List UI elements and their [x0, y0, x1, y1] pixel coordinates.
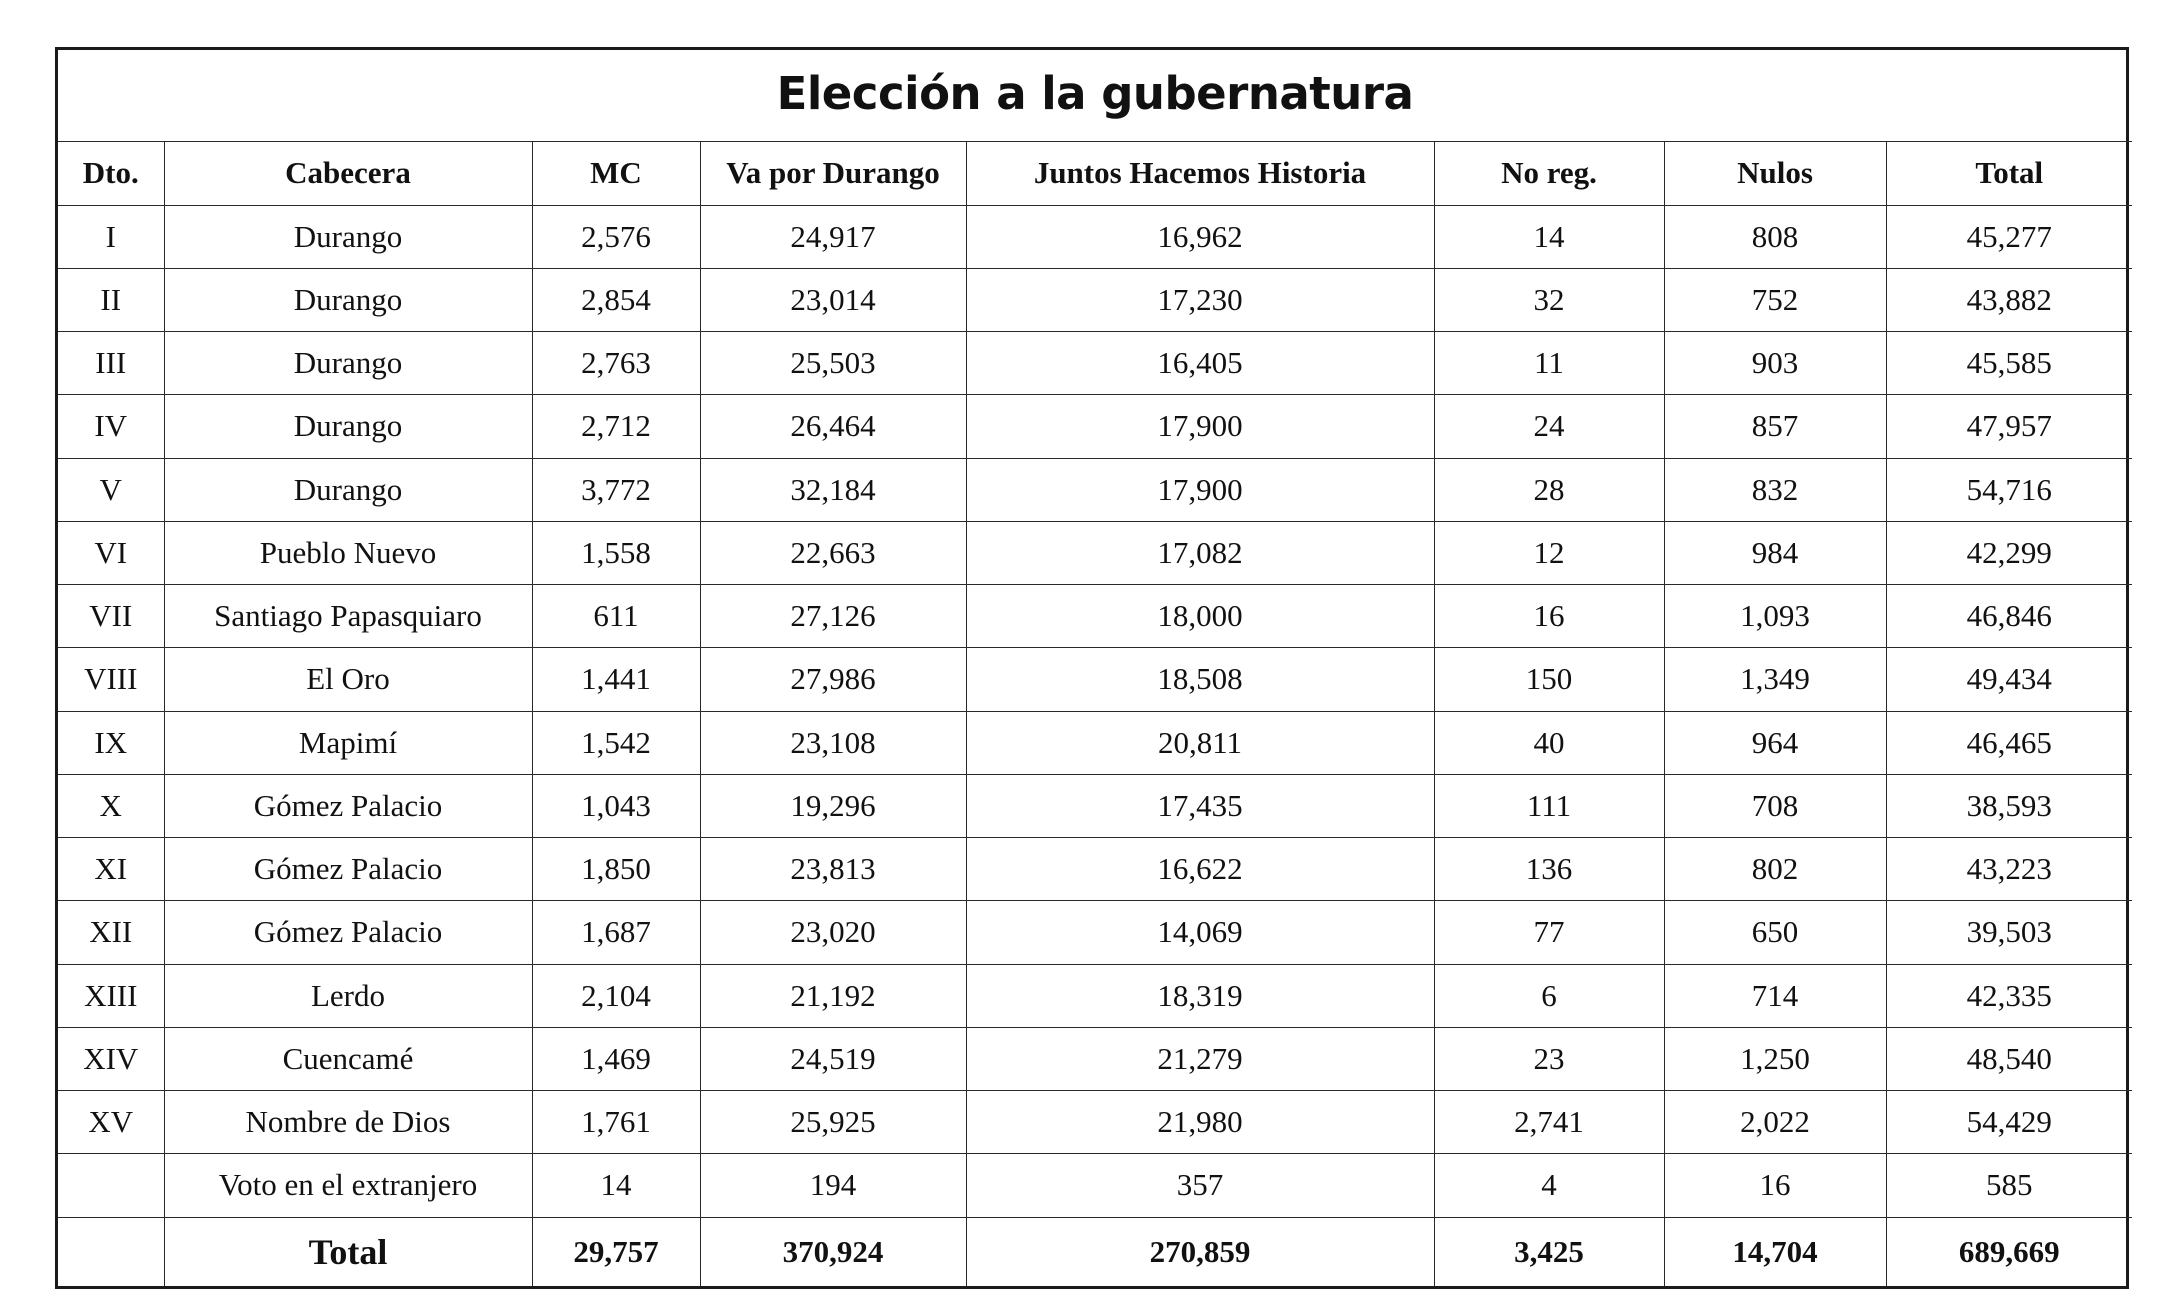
mc-cell: 1,761: [532, 1091, 700, 1154]
dto-cell: II: [58, 268, 164, 331]
header-row: [58, 142, 2132, 205]
cabecera-cell: Cuencamé: [164, 1027, 532, 1090]
dto-cell: [58, 1154, 164, 1217]
table-row: [58, 458, 2132, 521]
cabecera-cell: Santiago Papasquiaro: [164, 585, 532, 648]
cabecera-cell: Nombre de Dios: [164, 1091, 532, 1154]
column-header-nulos: Nulos: [1664, 142, 1886, 205]
table-row: [58, 205, 2132, 268]
table-row: [58, 648, 2132, 711]
dto-cell: I: [58, 205, 164, 268]
va-por-durango-cell: 27,126: [700, 585, 966, 648]
total-cell: 42,335: [1886, 964, 2132, 1027]
juntos-hacemos-historia-cell: 21,279: [966, 1027, 1434, 1090]
mc-cell: 2,854: [532, 268, 700, 331]
nulos-cell: 708: [1664, 774, 1886, 837]
nulos-cell: 964: [1664, 711, 1886, 774]
total-cell: 45,277: [1886, 205, 2132, 268]
no-reg-cell: 32: [1434, 268, 1664, 331]
juntos-hacemos-historia-cell: 17,230: [966, 268, 1434, 331]
cabecera-cell: Durango: [164, 332, 532, 395]
table-row: [58, 1091, 2132, 1154]
column-header-juntos-hacemos-historia: Juntos Hacemos Historia: [966, 142, 1434, 205]
juntos-hacemos-historia-cell: 17,082: [966, 521, 1434, 584]
total-cell: 39,503: [1886, 901, 2132, 964]
nulos-cell: 714: [1664, 964, 1886, 1027]
mc-cell: 1,542: [532, 711, 700, 774]
mc-cell: 1,441: [532, 648, 700, 711]
no-reg-cell: 4: [1434, 1154, 1664, 1217]
cabecera-cell: Durango: [164, 458, 532, 521]
nulos-cell: 832: [1664, 458, 1886, 521]
total-cell: 45,585: [1886, 332, 2132, 395]
no-reg-cell: 40: [1434, 711, 1664, 774]
table-title: Elección a la gubernatura: [776, 67, 1414, 121]
no-reg-cell: 23: [1434, 1027, 1664, 1090]
va-por-durango-cell: 23,813: [700, 838, 966, 901]
no-reg-cell: 11: [1434, 332, 1664, 395]
juntos-hacemos-historia-cell: 18,508: [966, 648, 1434, 711]
juntos-hacemos-historia-cell: 21,980: [966, 1091, 1434, 1154]
dto-cell: XIII: [58, 964, 164, 1027]
va-por-durango-cell: 24,519: [700, 1027, 966, 1090]
cabecera-cell: Total: [164, 1217, 532, 1286]
nulos-cell: 2,022: [1664, 1091, 1886, 1154]
table-row: [58, 585, 2132, 648]
juntos-hacemos-historia-cell: 16,622: [966, 838, 1434, 901]
column-header-total: Total: [1886, 142, 2132, 205]
juntos-hacemos-historia-cell: 17,900: [966, 458, 1434, 521]
table-title-cell: [58, 50, 2132, 142]
table-row: [58, 711, 2132, 774]
column-header-cabecera: Cabecera: [164, 142, 532, 205]
dto-cell: IV: [58, 395, 164, 458]
cabecera-cell: Lerdo: [164, 964, 532, 1027]
mc-cell: 2,576: [532, 205, 700, 268]
table-row: [58, 901, 2132, 964]
va-por-durango-cell: 23,020: [700, 901, 966, 964]
juntos-hacemos-historia-cell: 14,069: [966, 901, 1434, 964]
total-cell: 43,223: [1886, 838, 2132, 901]
total-cell: 46,846: [1886, 585, 2132, 648]
cabecera-cell: Gómez Palacio: [164, 838, 532, 901]
dto-cell: V: [58, 458, 164, 521]
va-por-durango-cell: 194: [700, 1154, 966, 1217]
cabecera-cell: El Oro: [164, 648, 532, 711]
nulos-cell: 984: [1664, 521, 1886, 584]
no-reg-cell: 6: [1434, 964, 1664, 1027]
total-cell: 48,540: [1886, 1027, 2132, 1090]
totals-row: [58, 1217, 2132, 1286]
dto-cell: [58, 1217, 164, 1286]
mc-cell: 2,712: [532, 395, 700, 458]
va-por-durango-cell: 22,663: [700, 521, 966, 584]
nulos-cell: 1,093: [1664, 585, 1886, 648]
dto-cell: X: [58, 774, 164, 837]
mc-cell: 2,104: [532, 964, 700, 1027]
juntos-hacemos-historia-cell: 18,319: [966, 964, 1434, 1027]
title-row: [58, 50, 2132, 142]
va-por-durango-cell: 23,108: [700, 711, 966, 774]
total-cell: 689,669: [1886, 1217, 2132, 1286]
mc-cell: 1,469: [532, 1027, 700, 1090]
table-row: [58, 395, 2132, 458]
total-cell: 54,716: [1886, 458, 2132, 521]
table-row: [58, 268, 2132, 331]
nulos-cell: 1,250: [1664, 1027, 1886, 1090]
mc-cell: 29,757: [532, 1217, 700, 1286]
column-header-mc: MC: [532, 142, 700, 205]
no-reg-cell: 136: [1434, 838, 1664, 901]
mc-cell: 1,558: [532, 521, 700, 584]
mc-cell: 1,043: [532, 774, 700, 837]
nulos-cell: 650: [1664, 901, 1886, 964]
election-results-table: [58, 50, 2132, 1286]
nulos-cell: 857: [1664, 395, 1886, 458]
va-por-durango-cell: 25,925: [700, 1091, 966, 1154]
no-reg-cell: 111: [1434, 774, 1664, 837]
column-header-no-reg: No reg.: [1434, 142, 1664, 205]
column-header-dto: Dto.: [58, 142, 164, 205]
no-reg-cell: 12: [1434, 521, 1664, 584]
mc-cell: 1,850: [532, 838, 700, 901]
total-cell: 49,434: [1886, 648, 2132, 711]
dto-cell: XIV: [58, 1027, 164, 1090]
mc-cell: 611: [532, 585, 700, 648]
nulos-cell: 808: [1664, 205, 1886, 268]
table-row: [58, 838, 2132, 901]
va-por-durango-cell: 21,192: [700, 964, 966, 1027]
table-row: [58, 332, 2132, 395]
mc-cell: 2,763: [532, 332, 700, 395]
table-row: [58, 1154, 2132, 1217]
juntos-hacemos-historia-cell: 16,962: [966, 205, 1434, 268]
no-reg-cell: 3,425: [1434, 1217, 1664, 1286]
va-por-durango-cell: 27,986: [700, 648, 966, 711]
juntos-hacemos-historia-cell: 17,435: [966, 774, 1434, 837]
nulos-cell: 14,704: [1664, 1217, 1886, 1286]
cabecera-cell: Pueblo Nuevo: [164, 521, 532, 584]
table-row: [58, 521, 2132, 584]
total-cell: 38,593: [1886, 774, 2132, 837]
nulos-cell: 1,349: [1664, 648, 1886, 711]
mc-cell: 1,687: [532, 901, 700, 964]
cabecera-cell: Durango: [164, 205, 532, 268]
total-cell: 585: [1886, 1154, 2132, 1217]
no-reg-cell: 28: [1434, 458, 1664, 521]
no-reg-cell: 150: [1434, 648, 1664, 711]
results-table-frame: [55, 47, 2129, 1289]
nulos-cell: 903: [1664, 332, 1886, 395]
mc-cell: 14: [532, 1154, 700, 1217]
nulos-cell: 752: [1664, 268, 1886, 331]
total-cell: 47,957: [1886, 395, 2132, 458]
cabecera-cell: Mapimí: [164, 711, 532, 774]
table-row: [58, 1027, 2132, 1090]
table-row: [58, 964, 2132, 1027]
dto-cell: VIII: [58, 648, 164, 711]
cabecera-cell: Durango: [164, 395, 532, 458]
dto-cell: XV: [58, 1091, 164, 1154]
no-reg-cell: 77: [1434, 901, 1664, 964]
cabecera-cell: Durango: [164, 268, 532, 331]
dto-cell: VII: [58, 585, 164, 648]
va-por-durango-cell: 25,503: [700, 332, 966, 395]
dto-cell: III: [58, 332, 164, 395]
no-reg-cell: 2,741: [1434, 1091, 1664, 1154]
total-cell: 43,882: [1886, 268, 2132, 331]
total-cell: 42,299: [1886, 521, 2132, 584]
dto-cell: XII: [58, 901, 164, 964]
total-cell: 54,429: [1886, 1091, 2132, 1154]
total-cell: 46,465: [1886, 711, 2132, 774]
nulos-cell: 16: [1664, 1154, 1886, 1217]
juntos-hacemos-historia-cell: 270,859: [966, 1217, 1434, 1286]
va-por-durango-cell: 24,917: [700, 205, 966, 268]
cabecera-cell: Gómez Palacio: [164, 901, 532, 964]
no-reg-cell: 24: [1434, 395, 1664, 458]
table-row: [58, 774, 2132, 837]
va-por-durango-cell: 19,296: [700, 774, 966, 837]
va-por-durango-cell: 370,924: [700, 1217, 966, 1286]
no-reg-cell: 16: [1434, 585, 1664, 648]
dto-cell: XI: [58, 838, 164, 901]
nulos-cell: 802: [1664, 838, 1886, 901]
cabecera-cell: Voto en el extranjero: [164, 1154, 532, 1217]
juntos-hacemos-historia-cell: 17,900: [966, 395, 1434, 458]
juntos-hacemos-historia-cell: 20,811: [966, 711, 1434, 774]
dto-cell: VI: [58, 521, 164, 584]
juntos-hacemos-historia-cell: 18,000: [966, 585, 1434, 648]
va-por-durango-cell: 32,184: [700, 458, 966, 521]
dto-cell: IX: [58, 711, 164, 774]
va-por-durango-cell: 26,464: [700, 395, 966, 458]
mc-cell: 3,772: [532, 458, 700, 521]
column-header-va-por-durango: Va por Durango: [700, 142, 966, 205]
juntos-hacemos-historia-cell: 16,405: [966, 332, 1434, 395]
cabecera-cell: Gómez Palacio: [164, 774, 532, 837]
juntos-hacemos-historia-cell: 357: [966, 1154, 1434, 1217]
va-por-durango-cell: 23,014: [700, 268, 966, 331]
no-reg-cell: 14: [1434, 205, 1664, 268]
